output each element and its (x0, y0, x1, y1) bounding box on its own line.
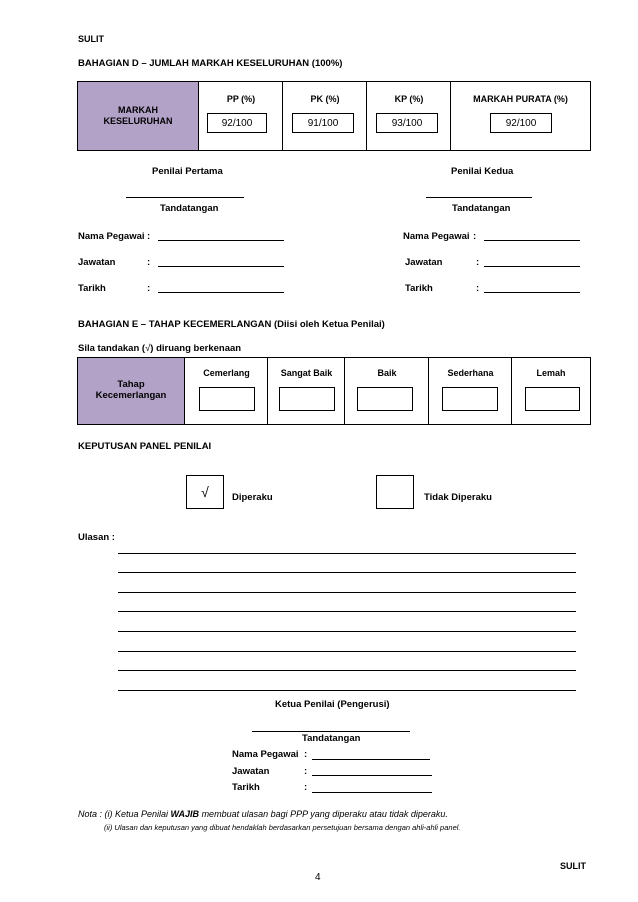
chair-signature-label: Tandatangan (302, 733, 361, 744)
second-name-label: Nama Pegawai (403, 231, 470, 242)
pp-score-field[interactable]: 92/100 (207, 113, 267, 133)
excellence-label-line2: Kecemerlangan (95, 390, 167, 401)
level-baik-checkbox[interactable] (357, 387, 413, 411)
chair-position-label: Jawatan (232, 766, 270, 777)
section-e-title: BAHAGIAN E – TAHAP KECEMERLANGAN (Diisi oleh Ketua Penilai) (78, 319, 385, 330)
second-assessor-signature-line[interactable] (426, 197, 532, 198)
note-line-1-start: Nota : (i) Ketua Penilai (78, 809, 171, 819)
chair-title: Ketua Penilai (Pengerusi) (275, 699, 390, 710)
section-d-title: BAHAGIAN D – JUMLAH MARKAH KESELURUHAN (100%) (78, 58, 343, 69)
not-approved-checkbox[interactable] (376, 475, 414, 509)
second-position-field[interactable] (484, 266, 580, 267)
kp-header: KP (%) (394, 94, 424, 104)
total-marks-label-cell (78, 82, 198, 150)
second-name-field[interactable] (484, 240, 580, 241)
pp-header: PP (%) (226, 94, 256, 104)
first-assessor-title: Penilai Pertama (152, 166, 223, 177)
second-name-colon: : (473, 231, 477, 242)
chair-position-colon: : (304, 766, 308, 777)
average-header: MARKAH PURATA (%) (473, 94, 568, 104)
pp-column (198, 82, 283, 150)
remarks-line[interactable] (118, 670, 576, 671)
level-sangat-baik-label: Sangat Baik (280, 368, 333, 378)
second-date-label: Tarikh (405, 283, 433, 294)
first-assessor-signature-line[interactable] (126, 197, 244, 198)
chair-date-colon: : (304, 782, 308, 793)
decision-title: KEPUTUSAN PANEL PENILAI (78, 441, 212, 452)
chair-name-field[interactable] (312, 759, 430, 760)
level-sederhana-checkbox[interactable] (442, 387, 498, 411)
second-date-colon: : (476, 283, 480, 294)
first-date-colon: : (147, 283, 151, 294)
remarks-line[interactable] (118, 651, 576, 652)
total-marks-table (77, 81, 591, 151)
excellence-label-cell (78, 358, 184, 424)
classification-top: SULIT (78, 34, 104, 44)
note-line-1 (78, 809, 448, 819)
total-marks-label-line1: MARKAH (118, 105, 158, 115)
first-assessor-signature-label: Tandatangan (160, 203, 219, 214)
level-lemah-label: Lemah (536, 368, 566, 378)
chair-name-colon: : (304, 749, 308, 760)
second-position-label: Jawatan (405, 257, 443, 268)
level-cemerlang-checkbox[interactable] (199, 387, 255, 411)
pk-header: PK (%) (310, 94, 340, 104)
first-name-field[interactable] (158, 240, 284, 241)
kp-score-field[interactable]: 93/100 (376, 113, 438, 133)
section-e-instruction (78, 343, 241, 354)
second-date-field[interactable] (484, 292, 580, 293)
instruction-text-end: ) diruang berkenaan (150, 343, 242, 354)
pk-score-field[interactable]: 91/100 (292, 113, 354, 133)
pk-column (282, 82, 367, 150)
remarks-line[interactable] (118, 631, 576, 632)
level-sangat-baik-column (267, 358, 345, 424)
second-position-colon: : (476, 257, 480, 268)
second-assessor-signature-label: Tandatangan (452, 203, 511, 214)
remarks-line[interactable] (118, 553, 576, 554)
approved-checkbox[interactable]: √ (186, 475, 224, 509)
excellence-level-table (77, 357, 591, 425)
instruction-tick-mark: √ (145, 343, 151, 354)
level-lemah-column (511, 358, 590, 424)
remarks-line[interactable] (118, 592, 576, 593)
remarks-line[interactable] (118, 611, 576, 612)
chair-position-field[interactable] (312, 775, 432, 776)
approved-label: Diperaku (232, 492, 273, 503)
total-marks-label-line2: KESELURUHAN (103, 116, 173, 126)
kp-column (366, 82, 451, 150)
average-column (450, 82, 590, 150)
level-sederhana-column (428, 358, 512, 424)
first-name-colon: : (147, 231, 151, 242)
second-assessor-title: Penilai Kedua (451, 166, 514, 177)
first-position-label: Jawatan (78, 257, 116, 268)
instruction-text-start: Sila tandakan ( (78, 343, 146, 354)
level-cemerlang-column (184, 358, 268, 424)
first-position-field[interactable] (158, 266, 284, 267)
first-date-label: Tarikh (78, 283, 106, 294)
level-baik-column (344, 358, 429, 424)
level-lemah-checkbox[interactable] (525, 387, 580, 411)
note-emphasis: WAJIB (170, 809, 200, 819)
remarks-label: Ulasan : (78, 532, 115, 543)
note-line-1-end: membuat ulasan bagi PPP yang diperaku atau tidak diperaku. (199, 809, 448, 819)
level-sangat-baik-checkbox[interactable] (279, 387, 335, 411)
average-score-field[interactable]: 92/100 (490, 113, 552, 133)
level-sederhana-label: Sederhana (447, 368, 494, 378)
chair-name-label: Nama Pegawai (232, 749, 299, 760)
chair-date-label: Tarikh (232, 782, 260, 793)
remarks-line[interactable] (118, 690, 576, 691)
chair-date-field[interactable] (312, 792, 432, 793)
first-date-field[interactable] (158, 292, 284, 293)
not-approved-label: Tidak Diperaku (424, 492, 492, 503)
chair-signature-line[interactable] (252, 731, 410, 732)
first-name-label: Nama Pegawai (78, 231, 145, 242)
classification-bottom: SULIT (560, 861, 586, 871)
excellence-label-line1: Tahap (117, 379, 145, 390)
page-number: 4 (315, 872, 321, 883)
first-position-colon: : (147, 257, 151, 268)
remarks-line[interactable] (118, 572, 576, 573)
level-baik-label: Baik (377, 368, 397, 378)
note-line-2: (ii) Ulasan dan keputusan yang dibuat hendaklah berdasarkan persetujuan bersama dengan ahli-ahli panel. (104, 823, 461, 832)
level-cemerlang-label: Cemerlang (203, 368, 250, 378)
